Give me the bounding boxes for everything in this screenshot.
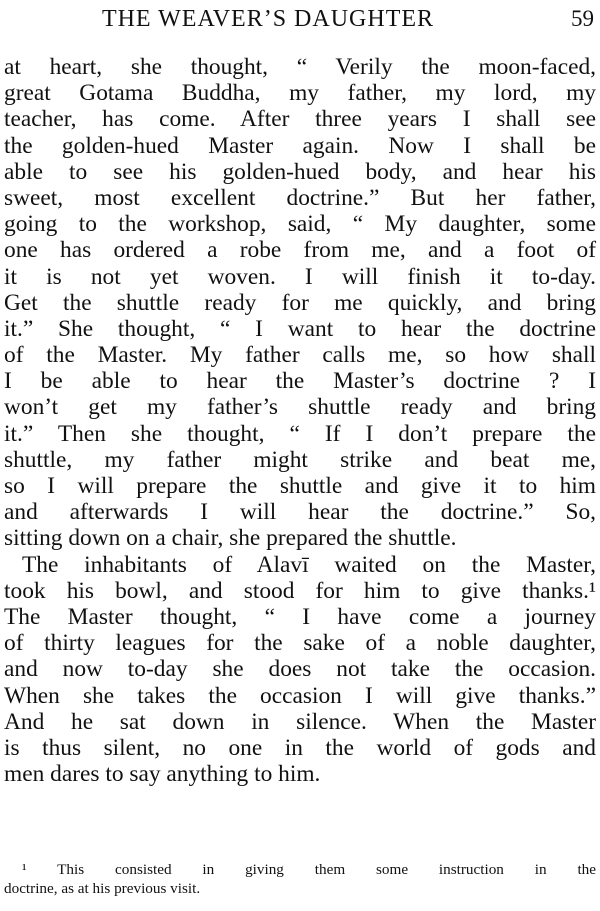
text-line: sitting down on a chair, she prepared the shuttle. bbox=[4, 525, 457, 552]
running-title: THE WEAVER’S DAUGHTER bbox=[101, 6, 435, 32]
text-line: it.” Then she thought, “ If I don’t prepare the bbox=[4, 420, 596, 447]
text-line: going to the workshop, said, “ My daughter, some bbox=[4, 211, 596, 238]
text-line: the golden-hued Master again. Now I shall be bbox=[4, 132, 596, 159]
text-line: And he sat down in silence. When the Master bbox=[4, 708, 596, 735]
text-line: is thus silent, no one in the world of gods and bbox=[4, 734, 596, 761]
text-line: teacher, has come. After three years I shall see bbox=[4, 106, 596, 133]
text-line: took his bowl, and stood for him to give thanks.¹ bbox=[4, 577, 596, 604]
text-line: men dares to say anything to him. bbox=[4, 761, 321, 788]
text-line: so I will prepare the shuttle and give it to him bbox=[4, 473, 596, 499]
body-text bbox=[4, 54, 596, 787]
text-line: Get the shuttle ready for me quickly, and bring bbox=[4, 289, 596, 316]
text-line: it.” She thought, “ I want to hear the doctrine bbox=[4, 315, 596, 342]
text-line: sweet, most excellent doctrine.” But her father, bbox=[4, 184, 596, 211]
footnote bbox=[4, 860, 596, 898]
text-line: I be able to hear the Master’s doctrine ? I bbox=[4, 368, 596, 395]
text-line: great Gotama Buddha, my father, my lord, my bbox=[4, 80, 596, 107]
text-line: When she takes the occasion I will give thanks.” bbox=[4, 682, 596, 709]
text-line: and afterwards I will hear the doctrine.” So, bbox=[4, 499, 596, 526]
text-line: The inhabitants of Alavī waited on the Master, bbox=[22, 551, 596, 578]
page-number: 59 bbox=[571, 6, 594, 31]
text-line: won’t get my father’s shuttle ready and bring bbox=[4, 394, 596, 421]
text-line: of thirty leagues for the sake of a noble daughter, bbox=[4, 630, 596, 657]
text-line: and now to-day she does not take the occasion. bbox=[4, 656, 596, 683]
text-line: one has ordered a robe from me, and a foot of bbox=[4, 237, 596, 264]
text-line: able to see his golden-hued body, and hear his bbox=[4, 158, 596, 185]
running-head bbox=[0, 4, 600, 34]
footnote-line: ¹ This consisted in giving them some instruction in the bbox=[22, 861, 596, 878]
text-line: at heart, she thought, “ Verily the moon-faced, bbox=[4, 54, 596, 80]
text-line: it is not yet woven. I will finish it to-day. bbox=[4, 263, 596, 290]
footnote-line: doctrine, as at his previous visit. bbox=[4, 880, 201, 897]
text-line: The Master thought, “ I have come a journey bbox=[4, 603, 596, 630]
text-line: shuttle, my father might strike and beat me, bbox=[4, 446, 596, 473]
text-line: of the Master. My father calls me, so how shall bbox=[4, 342, 596, 369]
